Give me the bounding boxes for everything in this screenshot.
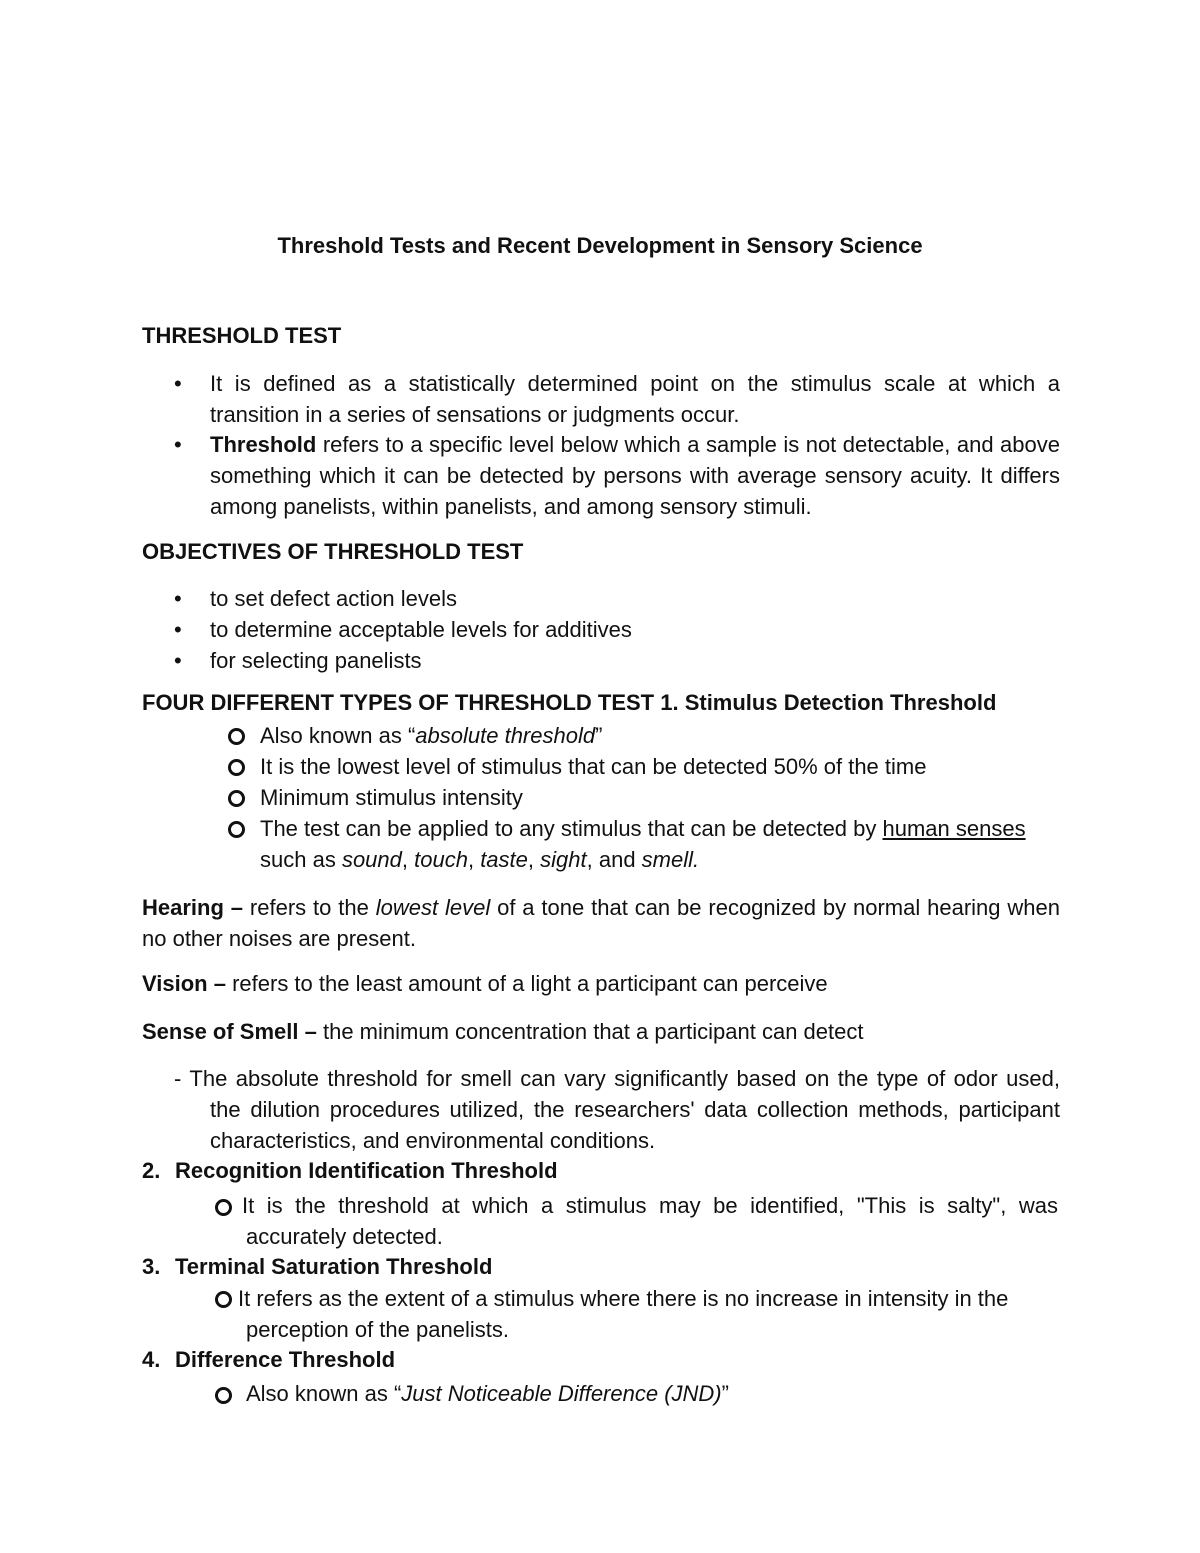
section-heading-four-types: FOUR DIFFERENT TYPES OF THRESHOLD TEST 1. Stimulus Detection Threshold <box>142 690 997 715</box>
circle-bullet-icon <box>215 1387 232 1404</box>
vision-paragraph: Vision – refers to the least amount of a light a participant can perceive <box>142 971 828 996</box>
threshold-term: Threshold <box>210 432 317 457</box>
detection-application: The test can be applied to any stimulus that can be detected by human senses <box>260 816 1026 841</box>
objective-item: to set defect action levels <box>210 586 458 611</box>
objective-item: for selecting panelists <box>210 648 422 673</box>
recognition-threshold-title: Recognition Identification Threshold <box>175 1158 558 1183</box>
bullet-icon: • <box>174 432 182 457</box>
recognition-threshold-text: It is the threshold at which a stimulus may be identified, "This is salty", was accurately detected. <box>242 1193 1058 1249</box>
circle-bullet-icon <box>228 790 245 807</box>
section-heading-threshold-test: THRESHOLD TEST <box>142 323 342 348</box>
threshold-paragraph <box>210 429 1060 522</box>
human-senses-link-text: human senses <box>882 816 1026 841</box>
difference-threshold-title: Difference Threshold <box>175 1347 396 1372</box>
bullet-icon: • <box>174 648 182 673</box>
circle-bullet-icon <box>215 1291 232 1308</box>
detection-alias: Also known as “absolute threshold” <box>260 723 603 748</box>
objective-item: to determine acceptable levels for additives <box>210 617 632 642</box>
hearing-paragraph: Hearing – refers to the lowest level of a tone that can be recognized by normal hearing when no other noises are present. <box>142 895 1060 951</box>
smell-paragraph: Sense of Smell – the minimum concentration that a participant can detect <box>142 1019 864 1044</box>
detection-senses: such as sound, touch, taste, sight, and smell. <box>260 847 700 872</box>
circle-bullet-icon <box>228 728 245 745</box>
terminal-saturation-title: Terminal Saturation Threshold <box>175 1254 493 1279</box>
terminal-saturation-text: It refers as the extent of a stimulus where there is no increase in intensity in the perception of the panelists. <box>238 1286 1009 1342</box>
detection-minimum: Minimum stimulus intensity <box>260 785 523 810</box>
bullet-icon: • <box>174 586 182 611</box>
difference-alias: Also known as “Just Noticeable Difference (JND)” <box>246 1381 729 1406</box>
bullet-icon: • <box>174 617 182 642</box>
section-heading-objectives: OBJECTIVES OF THRESHOLD TEST <box>142 539 524 564</box>
circle-bullet-icon <box>228 821 245 838</box>
bullet-icon: • <box>174 371 182 396</box>
item-number: 3. <box>142 1254 161 1279</box>
document-title: Threshold Tests and Recent Development in Sensory Science <box>277 233 923 258</box>
item-number: 2. <box>142 1158 161 1183</box>
definition-paragraph: It is defined as a statistically determined point on the stimulus scale at which a transition in a series of sensations or judgments occur. <box>210 371 1060 427</box>
item-number: 4. <box>142 1347 161 1372</box>
smell-note: - The absolute threshold for smell can vary significantly based on the type of odor used, the dilution procedures utilized, the researchers' data collection methods, participant characteristics, and environmental conditions. <box>174 1066 1060 1153</box>
detection-definition: It is the lowest level of stimulus that can be detected 50% of the time <box>260 754 927 779</box>
threshold-description: refers to a specific level below which a sample is not detectable, and above something which it can be detected by persons with average sensory acuity. It differs among panelists, within panelists, and among sensory stimuli. <box>210 432 1060 519</box>
circle-bullet-icon <box>215 1199 232 1216</box>
circle-bullet-icon <box>228 759 245 776</box>
